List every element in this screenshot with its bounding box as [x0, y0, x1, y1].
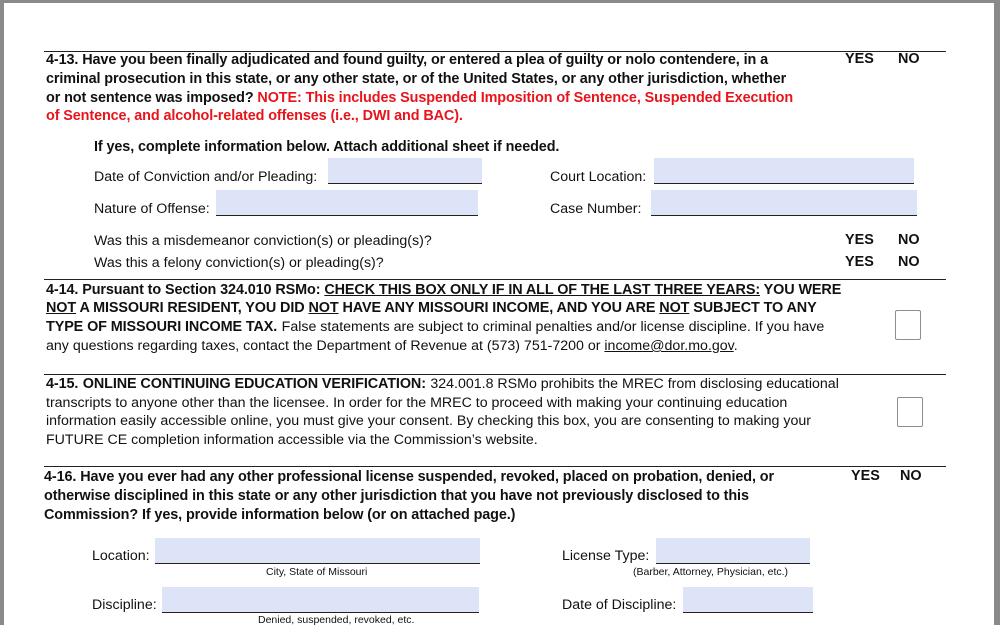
q414-checkbox[interactable]: [895, 310, 921, 340]
q416-no-option[interactable]: NO: [900, 468, 922, 484]
window-left-edge: [0, 0, 4, 625]
location-label: Location:: [92, 548, 150, 564]
conviction-date-label: Date of Conviction and/or Pleading:: [94, 169, 318, 185]
q416-line2: otherwise disciplined in this state or any other jurisdiction that you have not previously disclosed to this: [44, 488, 749, 504]
discipline-date-label: Date of Discipline:: [562, 597, 677, 613]
location-field[interactable]: [155, 538, 480, 564]
felony-yes-option[interactable]: YES: [845, 254, 874, 270]
discipline-date-field[interactable]: [683, 587, 813, 613]
window-right-edge: [994, 0, 1000, 625]
q414-line4: any questions regarding taxes, contact the Department of Revenue at (573) 751-7200 or income@dor.mo.gov.: [46, 338, 738, 354]
q415-line3: information easily accessible online, you must give your consent. By checking this box, you are consenting to making your: [46, 413, 811, 429]
section-divider: [44, 466, 946, 467]
q413-yes-option[interactable]: YES: [845, 51, 874, 67]
q416-number: 4-16.: [44, 469, 77, 485]
q413-note-line2: of Sentence, and alcohol-related offenses (i.e., DWI and BAC).: [46, 108, 463, 124]
license-type-caption: (Barber, Attorney, Physician, etc.): [633, 566, 789, 578]
case-number-label: Case Number:: [550, 201, 642, 217]
court-location-label: Court Location:: [550, 169, 647, 185]
q413-note: NOTE: This includes Suspended Imposition of Sentence, Suspended Execution: [257, 90, 794, 106]
q414-line2: NOT A MISSOURI RESIDENT, YOU DID NOT HAVE ANY MISSOURI INCOME, AND YOU ARE NOT SUBJECT TO ANY: [46, 300, 817, 316]
q415-line1: 4-15. ONLINE CONTINUING EDUCATION VERIFICATION: 324.001.8 RSMo prohibits the MREC from disclosing educational: [46, 376, 839, 392]
q416-line1: 4-16. Have you ever had any other professional license suspended, revoked, placed on probation, denied, or: [44, 469, 774, 485]
q413-instructions: If yes, complete information below. Attach additional sheet if needed.: [94, 139, 560, 155]
location-caption: City, State of Missouri: [266, 566, 368, 578]
q415-line4: FUTURE CE completion information accessible via the Commission’s website.: [46, 432, 538, 448]
q416-line3: Commission? If yes, provide information below (or on attached page.): [44, 507, 516, 523]
felony-no-option[interactable]: NO: [898, 254, 920, 270]
q415-number: 4-15.: [46, 376, 79, 392]
q414-line1: 4-14. Pursuant to Section 324.010 RSMo: CHECK THIS BOX ONLY IF IN ALL OF THE LAST THREE YEARS: YOU WERE: [46, 282, 842, 298]
q415-line2: transcripts to anyone other than the licensee. In order for the MREC to proceed with making your continuing education: [46, 395, 788, 411]
misdemeanor-yes-option[interactable]: YES: [845, 232, 874, 248]
q413-line2: criminal prosecution in this state, or any other state, or of the United States, or any other jurisdiction, whether: [46, 71, 787, 87]
license-type-label: License Type:: [562, 548, 650, 564]
q413-line1: 4-13. Have you been finally adjudicated and found guilty, or entered a plea of guilty or nolo contendere, in a: [46, 52, 768, 68]
q413-line3: or not sentence was imposed? NOTE: This includes Suspended Imposition of Sentence, Suspended Execution: [46, 90, 794, 106]
court-location-field[interactable]: [654, 158, 914, 184]
q416-yes-option[interactable]: YES: [851, 468, 880, 484]
discipline-label: Discipline:: [92, 597, 157, 613]
dor-email-link[interactable]: income@dor.mo.gov: [604, 338, 734, 354]
discipline-caption: Denied, suspended, revoked, etc.: [258, 614, 415, 626]
section-divider: [44, 279, 946, 280]
q414-number: 4-14.: [46, 282, 79, 298]
misdemeanor-no-option[interactable]: NO: [898, 232, 920, 248]
license-type-field[interactable]: [656, 538, 810, 564]
nature-of-offense-field[interactable]: [216, 190, 478, 216]
case-number-field[interactable]: [651, 190, 917, 216]
conviction-date-field[interactable]: [328, 158, 482, 184]
q413-number: 4-13.: [46, 52, 79, 68]
nature-of-offense-label: Nature of Offense:: [94, 201, 210, 217]
q413-no-option[interactable]: NO: [898, 51, 920, 67]
misdemeanor-question: Was this a misdemeanor conviction(s) or pleading(s)?: [94, 233, 432, 249]
discipline-field[interactable]: [162, 587, 479, 613]
q414-line3: TYPE OF MISSOURI INCOME TAX. False statements are subject to criminal penalties and/or license discipline. If you have: [46, 319, 825, 335]
window-top-edge: [0, 0, 1000, 3]
felony-question: Was this a felony conviction(s) or pleading(s)?: [94, 255, 384, 271]
q415-checkbox[interactable]: [897, 397, 923, 427]
